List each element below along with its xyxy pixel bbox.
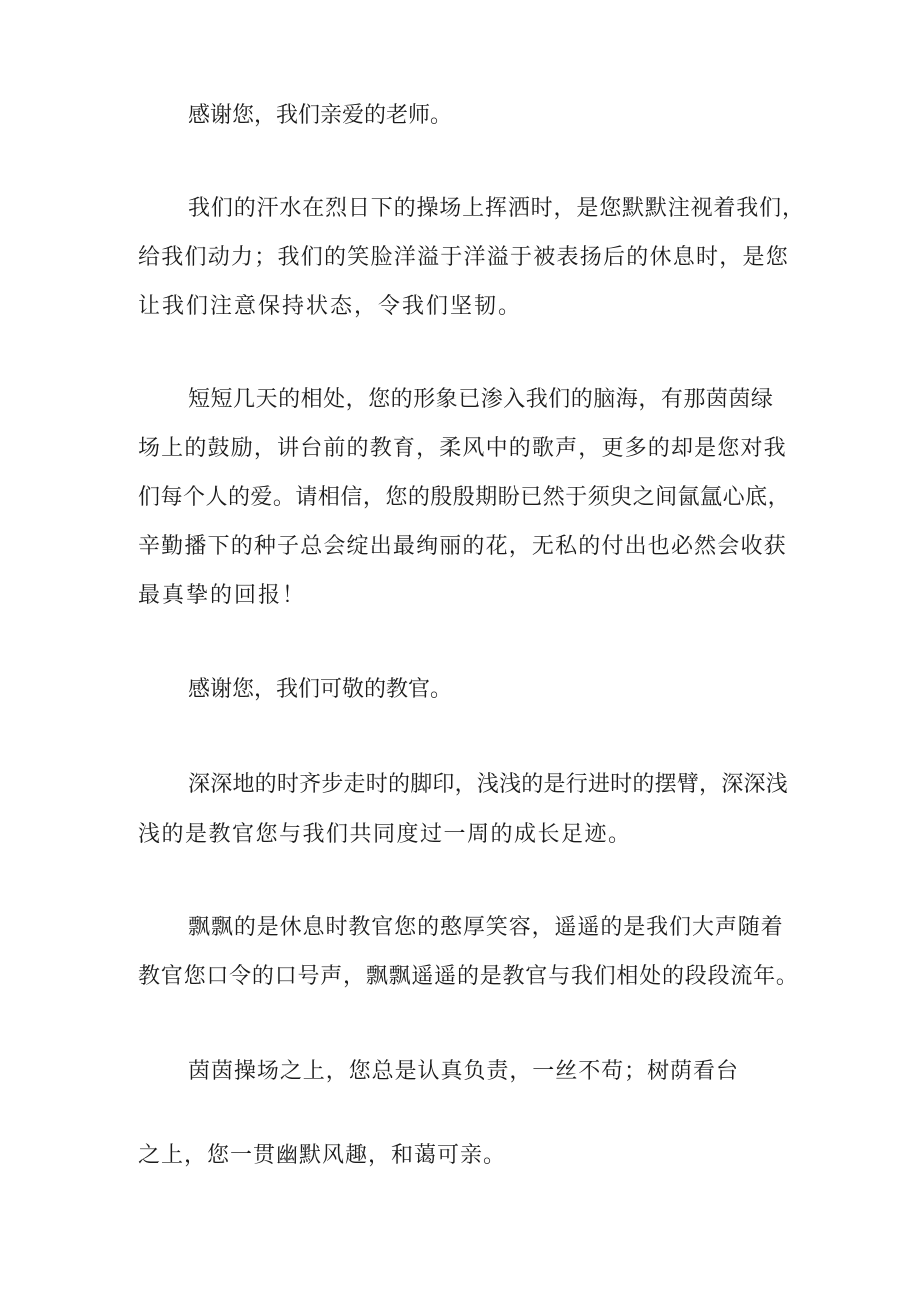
text-line: 给 我 们 动 力 ； 我 们 的 笑 脸 洋 溢 于 洋 溢 于 被 表 扬 后 的 休 息 时 ， 是 您: [138, 245, 788, 270]
text-line: 们 每 个 人 的 爱 。 请 相 信 ， 您 的 殷 殷 期 盼 已 然 于 须 臾 之 间 氤 氲 心 底 ，: [138, 485, 790, 510]
text-line: 教 官 您 口 令 的 口 号 声 ， 飘 飘 遥 遥 的 是 教 官 与 我 们 相 处 的 段 段 流 年 。: [138, 964, 798, 989]
text-line: 场 上 的 鼓 励 ， 讲 台 前 的 教 育 ， 柔 风 中 的 歌 声 ， 更 多 的 却 是 您 对 我: [138, 436, 786, 461]
text-line: 我 们 的 汗 水 在 烈 日 下 的 操 场 上 挥 洒 时 ， 是 您 默 默 注 视 着 我 们 ，: [188, 196, 804, 221]
text-line: 浅的是教官您与我们共同度过一周的成长足迹。: [138, 822, 632, 847]
text-line: 让我们注意保持状态，令我们坚韧。: [138, 294, 523, 319]
text-line: 辛 勤 播 下 的 种 子 总 会 绽 出 最 绚 丽 的 花 ， 无 私 的 付 出 也 必 然 会 收 获: [138, 534, 786, 559]
text-line: 最真挚的回报！: [138, 583, 307, 608]
text-line: 飘 飘 的 是 休 息 时 教 官 您 的 憨 厚 笑 容 ， 遥 遥 的 是 我 们 大 声 随 着: [188, 915, 783, 940]
text-line: 感谢您，我们可敬的教官。: [188, 677, 453, 702]
text-line: 茵 茵 操 场 之 上 ， 您 总 是 认 真 负 责 ， 一 丝 不 苟 ； 树 荫 看 台: [188, 1059, 738, 1084]
text-line: 感谢您，我们亲爱的老师。: [188, 103, 453, 128]
text-line: 之上，您一贯幽默风趣，和蔼可亲。: [138, 1143, 507, 1168]
text-line: 短 短 几 天 的 相 处 ， 您 的 形 象 已 渗 入 我 们 的 脑 海 ， 有 那 茵 茵 绿: [188, 387, 773, 412]
text-line: 深 深 地 的 时 齐 步 走 时 的 脚 印 ， 浅 浅 的 是 行 进 时 的 摆 臂 ， 深 深 浅: [188, 772, 788, 797]
